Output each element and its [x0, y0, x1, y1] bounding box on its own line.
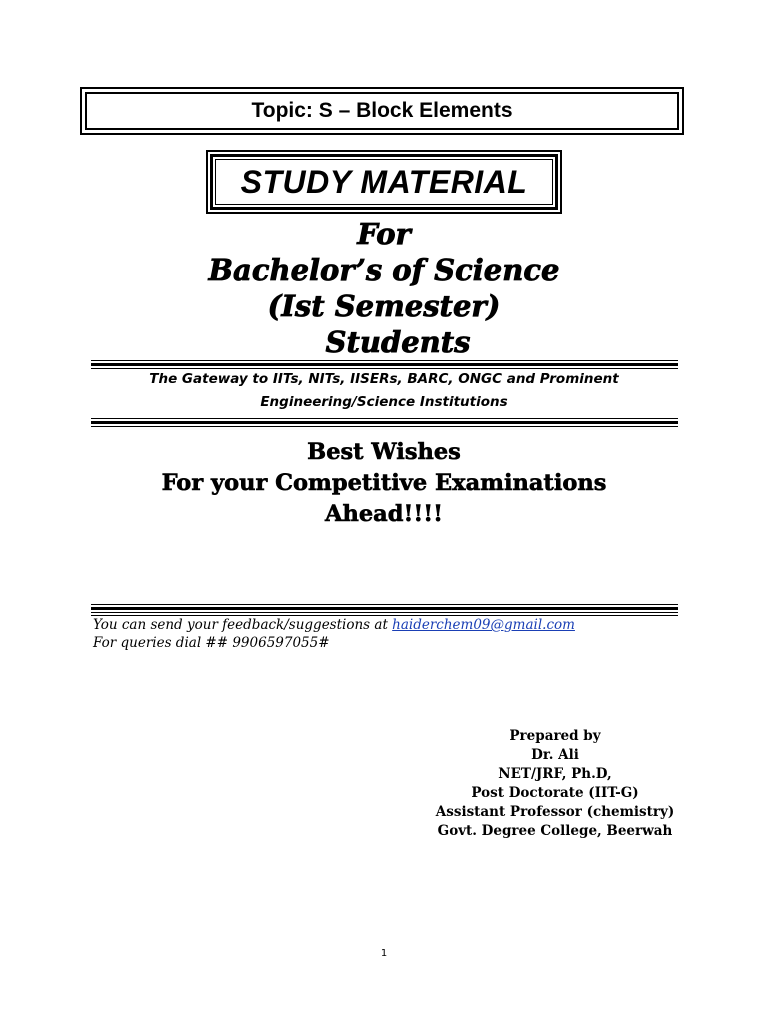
feedback-line — [93, 616, 575, 634]
wishes-line-3: Ahead!!!! — [325, 501, 443, 527]
heading-semester: (Ist Semester) — [267, 289, 501, 323]
page-number: 1 — [380, 948, 388, 959]
study-material-box — [206, 150, 562, 214]
prepared-by-block — [420, 727, 690, 841]
heading-course: Bachelor’s of Science — [208, 253, 560, 287]
wishes-line-2: For your Competitive Examinations — [161, 470, 607, 496]
wishes-line-1: Best Wishes — [307, 439, 461, 465]
gateway-line-2: Engineering/Science Institutions — [260, 394, 508, 410]
queries-line: For queries dial ## 9906597055# — [93, 635, 330, 651]
feedback-block — [93, 616, 575, 652]
author-position: Assistant Professor (chemistry) — [435, 804, 675, 820]
heading-students: Students — [325, 325, 471, 359]
heading-for: For — [357, 217, 411, 251]
author-name: Dr. Ali — [531, 747, 579, 763]
author-qualifications: NET/JRF, Ph.D, — [498, 766, 612, 782]
topic-title: Topic: S – Block Elements — [85, 92, 679, 130]
study-material-title: STUDY MATERIAL — [215, 159, 553, 205]
author-postdoc: Post Doctorate (IIT-G) — [471, 785, 639, 801]
divider-rule-2 — [91, 418, 678, 427]
feedback-email-link[interactable]: haiderchem09@gmail.com — [392, 617, 575, 633]
topic-box — [80, 87, 684, 135]
gateway-line-1: The Gateway to IITs, NITs, IISERs, BARC, ONGC and Prominent — [149, 371, 619, 387]
divider-rule-3 — [91, 604, 678, 616]
feedback-text: You can send your feedback/suggestions at — [93, 617, 393, 633]
prepared-label: Prepared by — [509, 728, 601, 744]
author-college: Govt. Degree College, Beerwah — [437, 823, 673, 839]
